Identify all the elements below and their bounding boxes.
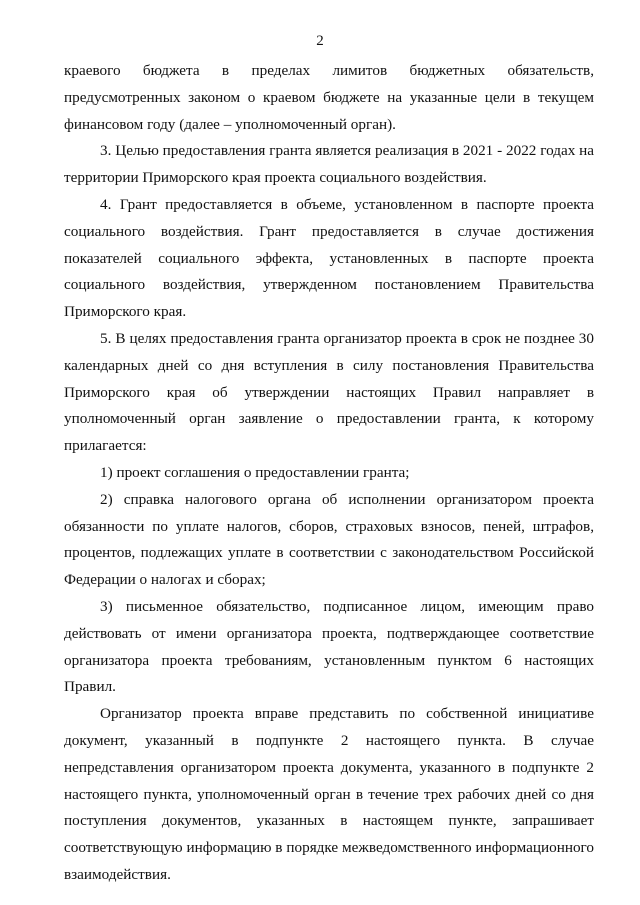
subitem-1: 1) проект соглашения о предоставлении гранта;: [100, 463, 410, 481]
subitem-3: 3) письменное обязательство, подписанное лицом, имеющим право действовать от имени организатора проекта, подтверждающее соответствие организатора проекта требованиям, установленным пунктом 6 настоящих Правил.: [64, 597, 594, 696]
paragraph-item-4: 4. Грант предоставляется в объеме, установленном в паспорте проекта социального воздействия. Грант предоставляется в случае достижения показателей социального эффекта, установленных в паспорте проекта социального воздействия, утвержденном постановлением Правительства Приморского края.: [64, 195, 594, 321]
subitem-2: 2) справка налогового органа об исполнении организатором проекта обязанности по уплате налогов, сборов, страховых взносов, пеней, штрафов, процентов, подлежащих уплате в соответствии с законодательством Российской Федерации о налогах и сборах;: [64, 490, 594, 589]
document-body: [64, 58, 594, 889]
paragraph-organizer-right: Организатор проекта вправе представить по собственной инициативе документ, указанный в подпункте 2 настоящего пункта. В случае непредставления организатором проекта документа, указанного в подпункте 2 настоящего пункта, уполномоченный орган в течение трех рабочих дней со дня поступления документов, указанных в настоящем пункте, запрашивает соответствующую информацию в порядке межведомственного информационного взаимодействия.: [64, 705, 594, 883]
paragraph-item-5: 5. В целях предоставления гранта организатор проекта в срок не позднее 30 календарных дней со дня вступления в силу постановления Правительства Приморского края об утверждении настоящих Правил направляет в уполномоченный орган заявление о предоставлении гранта, к которому прилагается:: [64, 329, 594, 455]
paragraph-item-3: 3. Целью предоставления гранта является реализация в 2021 - 2022 годах на территории Приморского края проекта социального воздействия.: [64, 142, 594, 187]
paragraph-continuation: краевого бюджета в пределах лимитов бюджетных обязательств, предусмотренных законом о краевом бюджете на указанные цели в текущем финансовом году (далее – уполномоченный орган).: [64, 62, 594, 133]
page-number: 2: [316, 33, 324, 49]
